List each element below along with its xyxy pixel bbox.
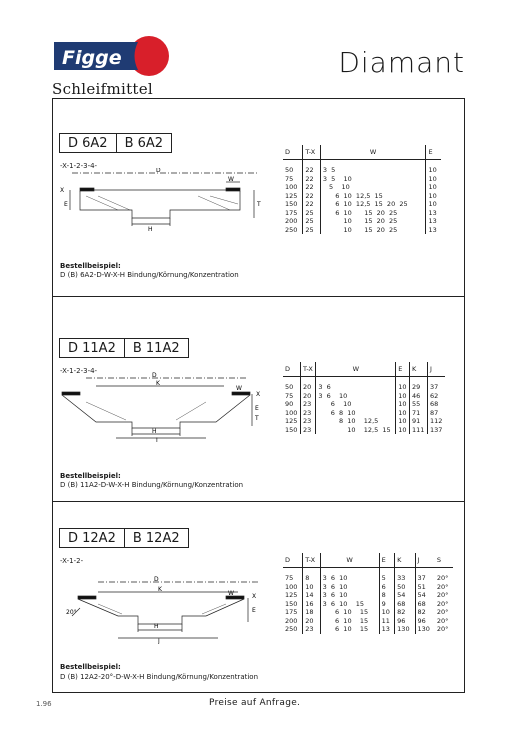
dim-label: X [252, 593, 257, 600]
dim-label: D [154, 576, 159, 583]
spec-table [283, 362, 445, 434]
order-example-text: D (B) 12A2-20°-D-W-X-H Bindung/Körnung/Konzentration [60, 673, 259, 681]
product-code-box [59, 338, 189, 358]
shape-code: -X-1-2-3-4- [60, 367, 98, 375]
dim-label: K [156, 380, 160, 387]
table-row: 90 23 6 10 10 55 68 [283, 400, 445, 409]
table-header-row [283, 553, 453, 568]
angle-label: 20° [66, 609, 77, 616]
section-divider [52, 296, 465, 297]
dim-label: W [228, 176, 234, 183]
dim-label: T [255, 415, 259, 422]
table-row: 75 8 3 6 10 5 33 37 20° [283, 568, 453, 583]
table-row: 175 18 6 10 15 10 82 82 20° [285, 608, 449, 616]
wheel-diagram-11a2 [56, 372, 270, 442]
table-row: 50 22 3 5 10 [283, 160, 441, 175]
dim-label: W [228, 590, 234, 597]
column-header: W [320, 553, 379, 568]
brand-name: Figge [62, 47, 122, 69]
page-reference: 1.96 [36, 700, 52, 708]
wheel-diagram-12a2 [58, 572, 270, 644]
order-example-text: D (B) 11A2-D-W-X-H Bindung/Körnung/Konzentration [60, 481, 244, 489]
column-header: D [283, 553, 303, 568]
column-header: E [426, 145, 441, 160]
figge-logo [52, 36, 172, 78]
table-row: 100 23 6 8 10 10 71 87 [283, 409, 445, 418]
dim-label: E [64, 201, 68, 208]
column-header: E [379, 553, 395, 568]
dim-label: E [255, 405, 259, 412]
product-code-d: D 6A2 [68, 135, 108, 151]
table-row: 150 23 10 12,5 15 10 111 137 [283, 426, 445, 435]
table-row: 75 20 3 6 10 10 46 62 [283, 392, 445, 401]
dim-label: D [156, 168, 161, 174]
table-row: 125 22 6 10 12,5 15 10 [283, 192, 441, 201]
dim-label: J [158, 638, 160, 644]
dim-label: W [236, 385, 242, 392]
dim-label: T [257, 201, 261, 208]
shape-code: -X-1-2- [60, 557, 84, 565]
column-header: K [409, 362, 427, 377]
dim-label: H [154, 623, 159, 630]
table-row: 125 14 3 6 10 8 54 54 20° [285, 591, 449, 599]
product-code-b: B 6A2 [116, 134, 172, 152]
order-example-label: Bestellbeispiel: [60, 663, 121, 671]
product-code-d: D 11A2 [68, 340, 116, 356]
product-code-d: D 12A2 [68, 530, 116, 546]
column-header: T-X [303, 553, 320, 568]
table-row: 100 10 3 6 10 6 50 51 20° [285, 582, 449, 591]
table-row: 75 22 3 5 10 10 [283, 175, 441, 184]
column-header: E [396, 362, 410, 377]
shape-code: -X-1-2-3-4- [60, 162, 98, 170]
table-row: 175 25 6 10 15 20 25 13 [283, 209, 441, 218]
column-header: D [283, 145, 303, 160]
product-code-b: B 12A2 [124, 529, 188, 547]
table-row: 150 16 3 6 10 15 9 68 68 20° [285, 599, 449, 608]
dim-label: D [152, 372, 157, 379]
table-row: 250 25 10 15 20 25 13 [283, 226, 441, 235]
table-header-row [283, 145, 441, 160]
dim-label: J [156, 437, 158, 442]
order-example-label: Bestellbeispiel: [60, 262, 121, 270]
column-header: J [415, 553, 435, 568]
table-row: 150 22 6 10 12,5 15 20 25 10 [283, 200, 441, 209]
spec-table [283, 553, 453, 634]
column-header: W [320, 145, 426, 160]
dim-label: H [148, 226, 153, 233]
dim-label: X [256, 391, 261, 398]
page-title: Diamant [338, 46, 465, 79]
table-row: 200 25 10 15 20 25 13 [283, 217, 441, 226]
column-header: D [283, 362, 300, 377]
column-header: S [435, 553, 453, 568]
price-note: Preise auf Anfrage. [209, 698, 301, 708]
product-code-box [59, 528, 189, 548]
dim-label: E [252, 607, 256, 614]
dim-label: K [158, 586, 162, 593]
column-header: W [316, 362, 396, 377]
table-row: 250 23 6 10 15 13 130 130 20° [285, 625, 449, 633]
column-header: K [395, 553, 415, 568]
table-header-row [283, 362, 445, 377]
table-row: 50 20 3 6 10 29 37 [283, 377, 445, 392]
product-code-b: B 11A2 [124, 339, 188, 357]
dim-label: X [60, 187, 65, 194]
order-example-text: D (B) 6A2-D-W-X-H Bindung/Körnung/Konzentration [60, 271, 239, 279]
column-header: J [427, 362, 445, 377]
spec-table [283, 145, 441, 234]
column-header: T-X [300, 362, 315, 377]
order-example-label: Bestellbeispiel: [60, 472, 121, 480]
section-divider [52, 501, 465, 502]
table-row: 125 23 8 10 12,5 10 91 112 [283, 417, 445, 426]
wheel-diagram-6a2 [58, 168, 270, 236]
dim-label: H [152, 428, 157, 435]
brand-subtitle: Schleifmittel [52, 80, 154, 98]
table-row: 100 22 5 10 10 [283, 183, 441, 192]
table-row: 200 20 6 10 15 11 96 96 20° [285, 616, 449, 625]
product-code-box [59, 133, 172, 153]
column-header: T-X [303, 145, 320, 160]
